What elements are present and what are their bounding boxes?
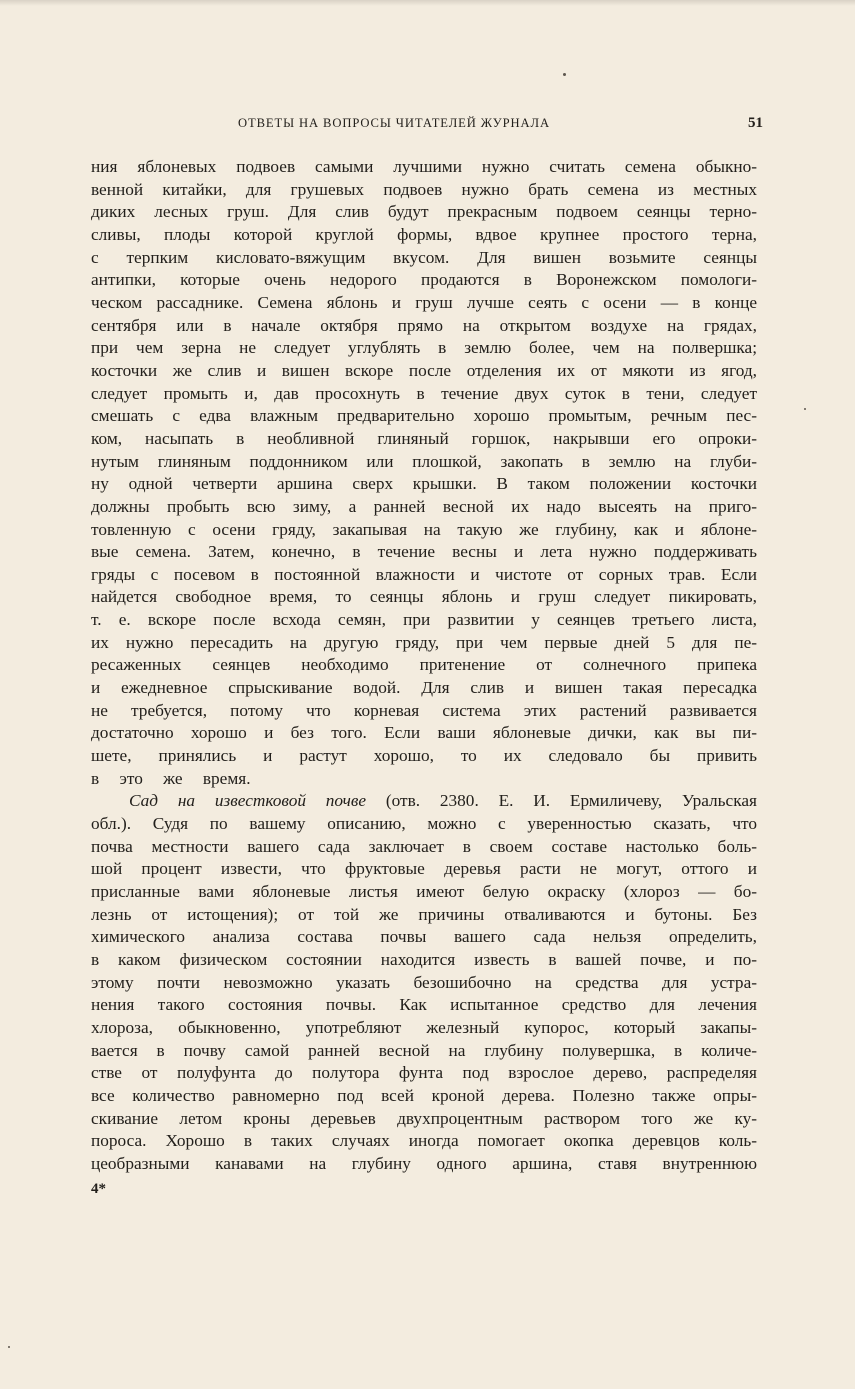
text-line: ческом рассаднике. Семена яблонь и груш лучше сеять с осени — в конце — [91, 292, 757, 312]
text-line: венной китайки, для грушевых подвоев нужно брать семена из местных — [91, 179, 757, 199]
page-number: 51 — [748, 115, 763, 131]
signature-mark: 4* — [91, 1181, 106, 1197]
scan-speck — [563, 73, 566, 76]
scan-speck — [804, 408, 806, 410]
text-line: ну одной четверти аршина сверх крышки. В таком положении косточки — [91, 474, 757, 494]
text-line: товленную с осени гряду, закапывая на такую же глубину, как и яблоне- — [91, 519, 757, 539]
text-line: пороса. Хорошо в таких случаях иногда помогает окопка деревцов коль- — [91, 1131, 757, 1151]
text-line: цеобразными канавами на глубину одного аршина, ставя внутреннюю — [91, 1153, 757, 1173]
text-line: хлороза, обыкновенно, употребляют железный купорос, который закапы- — [91, 1017, 757, 1037]
text-line: и ежедневное спрыскивание водой. Для слив и вишен такая пересадка — [91, 678, 757, 698]
paragraph-2-title: Сад на известковой почве — [129, 791, 367, 811]
text-line: гряды с посевом в постоянной влажности и чистоте от сорных трав. Если — [91, 564, 757, 584]
text-line: ресаженных сеянцев необходимо притенение от солнечного припека — [91, 655, 757, 675]
text-line: сентября или в начале октября прямо на открытом воздухе на грядах, — [91, 315, 757, 335]
paragraph-2-first-line-rest: (отв. 2380. Е. И. Ермиличеву, Уральская — [366, 791, 757, 811]
text-line: ния яблоневых подвоев самыми лучшими нужно считать семена обыкно- — [91, 157, 757, 176]
text-line: следует промыть и, дав просохнуть в течение двух суток в тени, следует — [91, 383, 757, 403]
scan-edge — [0, 0, 855, 6]
scan-speck — [8, 1346, 10, 1348]
text-line: все количество равномерно под всей кроной дерева. Полезно также опры- — [91, 1085, 757, 1105]
text-line: химического анализа состава почвы вашего сада нельзя определить, — [91, 927, 757, 947]
paragraph-1-last-line: в это же время. — [91, 768, 251, 788]
running-title: ОТВЕТЫ НА ВОПРОСЫ ЧИТАТЕЛЕЙ ЖУРНАЛА — [238, 116, 550, 130]
paragraph-1 — [91, 156, 757, 768]
text-line: обл.). Судя по вашему описанию, можно с уверенностью сказать, что — [91, 814, 757, 834]
body-text — [91, 156, 757, 1176]
text-line: должны пробыть всю зиму, а ранней весной их надо высеять на приго- — [91, 496, 757, 516]
text-line: с терпким кисловато-вяжущим вкусом. Для вишен возьмите сеянцы — [91, 247, 757, 267]
text-line: смешать с едва влажным предварительно хорошо промытым, речным пес- — [91, 406, 757, 426]
text-line: сливы, плоды которой круглой формы, вдвое крупнее простого терна, — [91, 224, 757, 244]
text-line: стве от полуфунта до полутора фунта под взрослое дерево, распределяя — [91, 1063, 757, 1083]
text-line: при чем зерна не следует углублять в землю более, чем на полвершка; — [91, 338, 757, 358]
text-line: шой процент извести, что фруктовые деревья расти не могут, оттого и — [91, 859, 757, 879]
text-line: найдется свободное время, то сеянцы яблонь и груш следует пикировать, — [91, 587, 757, 607]
paragraph-2-first-line — [91, 790, 757, 813]
text-line: косточки же слив и вишен вскоре после отделения их от мякоти из ягод, — [91, 360, 757, 380]
paragraph-2 — [91, 813, 757, 1176]
text-line: антипки, которые очень недорого продаются в Воронежском помологи- — [91, 270, 757, 290]
text-line: нения такого состояния почвы. Как испытанное средство для лечения — [91, 995, 757, 1015]
text-line: т. е. вскоре после всхода семян, при развитии у сеянцев третьего листа, — [91, 610, 757, 630]
text-line: не требуется, потому что корневая система этих растений развивается — [91, 700, 757, 720]
text-line: их нужно пересадить на другую гряду, при чем первые дней 5 для пе- — [91, 632, 757, 652]
text-line: этому почти невозможно указать безошибочно на средства для устра- — [91, 972, 757, 992]
text-line: шете, принялись и растут хорошо, то их следовало бы привить — [91, 746, 757, 766]
text-line: нутым глиняным поддонником или плошкой, закопать в землю на глуби- — [91, 451, 757, 471]
text-line: присланные вами яблоневые листья имеют белую окраску (хлороз — бо- — [91, 882, 757, 901]
text-line: почва местности вашего сада заключает в своем составе настолько боль- — [91, 836, 757, 856]
text-line: диких лесных груш. Для слив будут прекрасным подвоем сеянцы терно- — [91, 202, 757, 222]
text-line: достаточно хорошо и без того. Если ваши яблоневые дички, как вы пи- — [91, 723, 757, 743]
text-line: вые семена. Затем, конечно, в течение весны и лета нужно поддерживать — [91, 542, 757, 562]
text-line: вается в почву самой ранней весной на глубину полувершка, в количе- — [91, 1040, 757, 1060]
text-line: ком, насыпать в необливной глиняный горшок, накрывши его опроки- — [91, 428, 757, 448]
text-line: скивание летом кроны деревьев двухпроцентным раствором того же ку- — [91, 1108, 757, 1128]
text-line: лезнь от истощения); от той же причины отваливаются и бутоны. Без — [91, 904, 757, 924]
running-head — [88, 116, 763, 136]
text-line: в каком физическом состоянии находится известь в вашей почве, и по- — [91, 949, 757, 969]
